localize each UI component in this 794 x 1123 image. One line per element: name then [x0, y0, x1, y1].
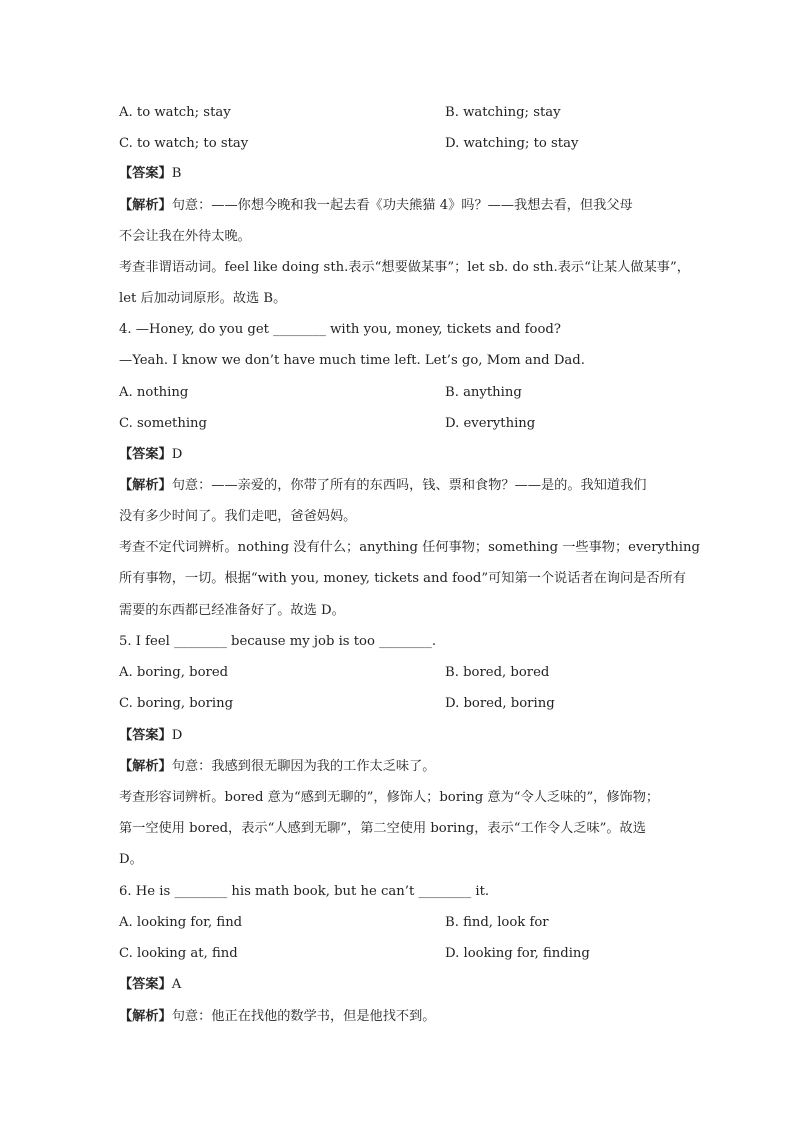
q3-options-row-1 [119, 103, 679, 123]
q4-options-row-2 [119, 414, 679, 434]
q4-analysis-line-5: 需要的东西都已经准备好了。故选 D。 [119, 603, 345, 618]
q5-analysis-line-3: 第一空使用 bored，表示“人感到无聊”，第二空使用 boring，表示“工作令人乏味”。故选 [119, 821, 646, 836]
q6-stem: 6. He is ________ his math book, but he can’t ________ it. [119, 884, 490, 899]
q4-option-c: C. something [119, 416, 207, 431]
analysis-tag: 【解析】 [119, 198, 172, 213]
q3-analysis-line-2: 不会让我在外待太晚。 [119, 229, 251, 244]
q5-analysis-line-4: D。 [119, 852, 143, 867]
q5-option-d: D. bored, boring [445, 696, 555, 711]
analysis-text: 句意：——亲爱的，你带了所有的东西吗，钱、票和食物？——是的。我知道我们 [171, 478, 647, 493]
q6-options-row-1 [119, 913, 679, 933]
analysis-tag: 【解析】 [119, 1009, 172, 1024]
q4-analysis-line-4: 所有事物，一切。根据“with you, money, tickets and food”可知第一个说话者在询问是否所有 [119, 571, 686, 586]
q6-option-b: B. find, look for [445, 915, 549, 930]
q4-option-b: B. anything [445, 385, 522, 400]
analysis-tag: 【解析】 [119, 759, 172, 774]
q6-option-d: D. looking for, finding [445, 946, 590, 961]
q3-answer [119, 164, 181, 184]
answer-tag: 【答案】 [119, 166, 172, 181]
answer-tag: 【答案】 [119, 728, 172, 743]
answer-value: A [171, 977, 182, 992]
answer-value: D [171, 728, 183, 743]
q5-stem: 5. I feel ________ because my job is too ________. [119, 634, 437, 649]
q4-analysis-line-2: 没有多少时间了。我们走吧，爸爸妈妈。 [119, 509, 357, 524]
q6-option-c: C. looking at, find [119, 946, 238, 961]
q3-analysis-line-4: let 后加动词原形。故选 B。 [119, 291, 287, 306]
analysis-text: 句意：我感到很无聊因为我的工作太乏味了。 [171, 759, 436, 774]
answer-tag: 【答案】 [119, 447, 172, 462]
q6-options-row-2 [119, 944, 679, 964]
q4-option-d: D. everything [445, 416, 536, 431]
q6-analysis-line-1 [119, 1007, 436, 1027]
q5-option-a: A. boring, bored [119, 665, 229, 680]
analysis-text: 句意：他正在找他的数学书，但是他找不到。 [171, 1009, 436, 1024]
q3-analysis-line-3: 考查非谓语动词。feel like doing sth.表示“想要做某事”；let sb. do sth.表示“让某人做某事”， [119, 260, 690, 275]
q4-stem-1: 4. —Honey, do you get ________ with you, money, tickets and food? [119, 322, 561, 337]
q5-option-b: B. bored, bored [445, 665, 550, 680]
answer-tag: 【答案】 [119, 977, 172, 992]
answer-value: D [171, 447, 183, 462]
q5-analysis-line-2: 考查形容词辨析。bored 意为“感到无聊的”，修饰人；boring 意为“令人乏味的”，修饰物； [119, 790, 660, 805]
q3-option-d: D. watching; to stay [445, 136, 579, 151]
q3-option-b: B. watching; stay [445, 105, 561, 120]
q5-answer [119, 726, 182, 746]
q6-option-a: A. looking for, find [119, 915, 243, 930]
q5-option-c: C. boring, boring [119, 696, 234, 711]
q5-options-row-1 [119, 663, 679, 683]
q4-stem-2: —Yeah. I know we don’t have much time left. Let’s go, Mom and Dad. [119, 353, 585, 368]
q4-answer [119, 445, 182, 465]
q4-analysis-line-1 [119, 476, 647, 496]
q4-option-a: A. nothing [119, 385, 189, 400]
q4-options-row-1 [119, 383, 679, 403]
q5-options-row-2 [119, 694, 679, 714]
q3-analysis-line-1 [119, 196, 633, 216]
q4-analysis-line-3: 考查不定代词辨析。nothing 没有什么；anything 任何事物；something 一些事物；everything [119, 540, 700, 555]
q5-analysis-line-1 [119, 757, 436, 777]
q6-answer [119, 975, 181, 995]
q3-option-c: C. to watch; to stay [119, 136, 249, 151]
answer-value: B [171, 166, 182, 181]
analysis-text: 句意：——你想今晚和我一起去看《功夫熊猫 4》吗？——我想去看，但我父母 [171, 198, 633, 213]
q3-options-row-2 [119, 134, 679, 154]
q3-option-a: A. to watch; stay [119, 105, 231, 120]
analysis-tag: 【解析】 [119, 478, 172, 493]
